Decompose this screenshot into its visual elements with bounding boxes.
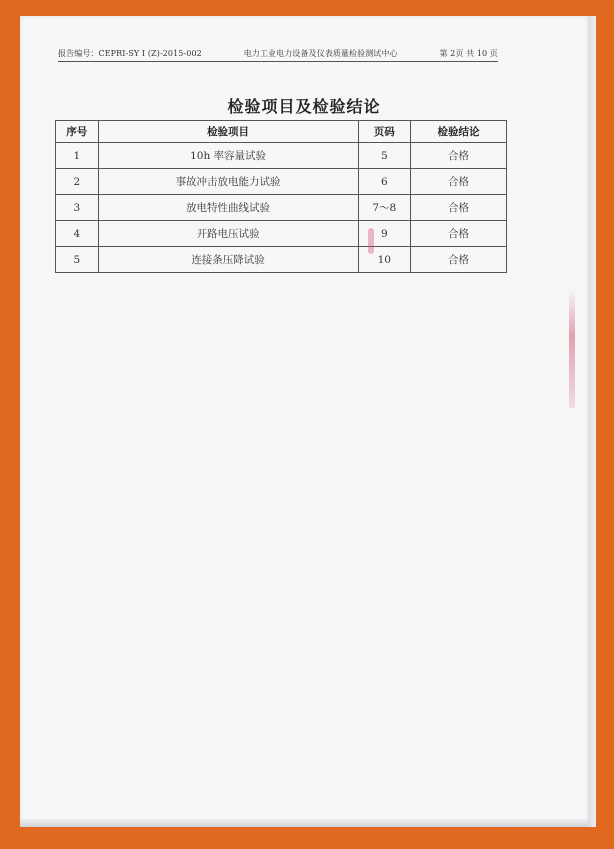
table-row [56, 195, 507, 221]
row-page: 5 [358, 143, 411, 169]
row-page: 9 [358, 221, 411, 247]
page-title: 检验项目及检验结论 [227, 97, 381, 116]
row-result: 合格 [411, 221, 507, 247]
row-page: 10 [358, 247, 411, 273]
report-number: 报告编号：CEPRI-SY I (Z)-2015-002 [58, 49, 202, 58]
page-edge [588, 16, 596, 827]
row-seq: 2 [56, 169, 99, 195]
seal-ink-mark [368, 228, 374, 254]
header-seq: 序号 [56, 121, 99, 143]
row-seq: 3 [56, 195, 99, 221]
row-result: 合格 [411, 143, 507, 169]
row-seq: 5 [56, 247, 99, 273]
table-row [56, 169, 507, 195]
row-item: 放电特性曲线试验 [98, 195, 358, 221]
row-page: 7～8 [358, 195, 411, 221]
row-seq: 1 [56, 143, 99, 169]
seam-seal-mark [569, 288, 575, 408]
page-indicator: 第 2页 共 10 页 [439, 49, 498, 58]
table-row [56, 143, 507, 169]
table-row [56, 221, 507, 247]
row-item: 连接条压降试验 [98, 247, 358, 273]
document-page [20, 16, 588, 827]
inspection-items-table [55, 120, 507, 273]
header-result: 检验结论 [411, 121, 507, 143]
row-result: 合格 [411, 169, 507, 195]
table-row [56, 247, 507, 273]
page-header [58, 48, 498, 62]
row-item: 10h 率容量试验 [98, 143, 358, 169]
row-result: 合格 [411, 195, 507, 221]
table-header-row [56, 121, 507, 143]
page-edge-bottom [20, 819, 588, 827]
row-result: 合格 [411, 247, 507, 273]
test-center-name: 电力工业电力设备及仪表质量检验测试中心 [243, 49, 398, 58]
row-item: 事故冲击放电能力试验 [98, 169, 358, 195]
header-page: 页码 [358, 121, 411, 143]
header-item: 检验项目 [98, 121, 358, 143]
row-seq: 4 [56, 221, 99, 247]
row-page: 6 [358, 169, 411, 195]
row-item: 开路电压试验 [98, 221, 358, 247]
